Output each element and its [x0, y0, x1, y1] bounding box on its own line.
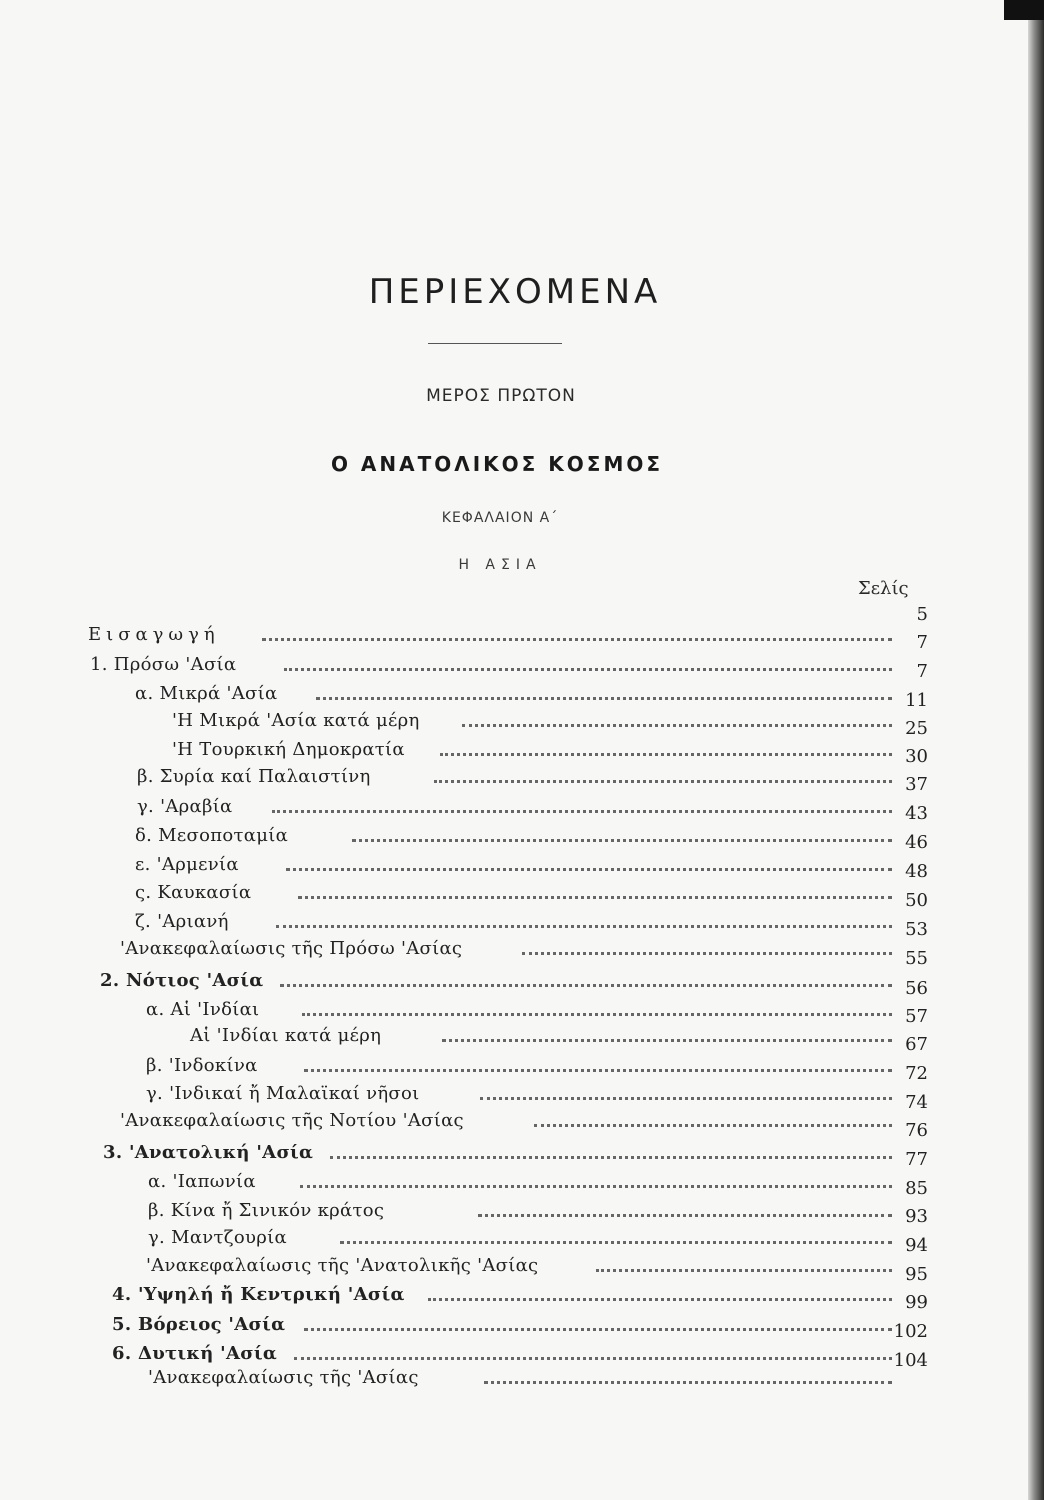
leader-dots — [276, 921, 892, 928]
page-number: 25 — [905, 718, 928, 739]
toc-entry-text: α. 'Ιαπωνία — [148, 1171, 256, 1192]
leader-dots — [272, 806, 892, 813]
toc-entry — [0, 1255, 1030, 1283]
toc-entry-text: γ. Μαντζουρία — [148, 1227, 287, 1248]
leader-dots — [284, 664, 892, 671]
toc-entry — [0, 739, 1030, 767]
chapter-heading: ΚΕΦΑΛΑΙΟΝ Α΄ — [441, 510, 559, 526]
toc-entry — [0, 1055, 1030, 1083]
leader-dots — [534, 1120, 892, 1127]
toc-entry-text: ζ. 'Αριανή — [135, 911, 229, 932]
page-number: 74 — [905, 1092, 928, 1113]
toc-entry — [0, 882, 1030, 910]
toc-entry-text: 4. 'Υψηλή ἤ Κεντρική 'Ασία — [112, 1284, 405, 1305]
toc-entry — [0, 796, 1030, 824]
toc-entry — [0, 624, 1030, 652]
toc-entry-text: 'Ανακεφαλαίωσις τῆς 'Ασίας — [148, 1367, 419, 1388]
toc-entry-text: ς. Καυκασία — [135, 882, 252, 903]
toc-entry-text: Εισαγωγή — [88, 624, 220, 645]
page-title: ΠΕΡΙΕΧΟΜΕΝΑ — [368, 272, 662, 312]
toc-entry-text: β. Συρία καί Παλαιστίνη — [137, 766, 371, 787]
page-number: 5 — [916, 604, 928, 625]
toc-entry-text: 3. 'Ανατολική 'Ασία — [103, 1142, 314, 1163]
toc-entry — [0, 1200, 1030, 1228]
subsection-heading: Η ΑΣΙΑ — [458, 557, 542, 573]
page-number: 30 — [905, 746, 928, 767]
page-number: 104 — [893, 1350, 928, 1371]
leader-dots — [596, 1265, 892, 1272]
page-number: 48 — [905, 861, 928, 882]
page-number: 95 — [905, 1264, 928, 1285]
page-number: 94 — [905, 1235, 928, 1256]
toc-entry-text: 5. Βόρειος 'Ασία — [112, 1314, 286, 1335]
page-number: 77 — [905, 1149, 928, 1170]
page-number: 57 — [905, 1006, 928, 1027]
page-number: 72 — [905, 1063, 928, 1084]
section-heading: Ο ΑΝΑΤΟΛΙΚΟΣ ΚΟΣΜΟΣ — [330, 452, 664, 476]
leader-dots — [262, 634, 892, 641]
toc-entry — [0, 938, 1030, 966]
page-number: 53 — [905, 919, 928, 940]
toc-entry-text: 'Ανακεφαλαίωσις τῆς Πρόσω 'Ασίας — [120, 938, 463, 959]
toc-entry-text: 6. Δυτική 'Ασία — [112, 1343, 277, 1364]
page-number: 76 — [905, 1120, 928, 1141]
toc-entry — [0, 825, 1030, 853]
page-number: 43 — [905, 803, 928, 824]
corner-shadow — [1004, 0, 1044, 20]
toc-entry — [0, 911, 1030, 939]
toc-entry — [0, 1142, 1030, 1170]
toc-entry-text: 'Ανακεφαλαίωσις τῆς Νοτίου 'Ασίας — [120, 1110, 464, 1131]
toc-entry — [0, 1110, 1030, 1138]
toc-entry-text: α. Μικρά 'Ασία — [135, 683, 278, 704]
toc-entry — [0, 1284, 1030, 1312]
leader-dots — [330, 1152, 892, 1159]
toc-entry-text: γ. 'Αραβία — [137, 796, 233, 817]
toc-entry — [0, 654, 1030, 682]
toc-entry — [0, 1367, 1030, 1395]
leader-dots — [434, 776, 892, 783]
page-number: 7 — [916, 661, 928, 682]
leader-dots — [442, 1035, 892, 1042]
leader-dots — [352, 835, 892, 842]
toc-entry — [0, 1171, 1030, 1199]
toc-entry — [0, 970, 1030, 998]
toc-entry — [0, 1025, 1030, 1053]
part-heading: ΜΕΡΟΣ ΠΡΩΤΟΝ — [426, 386, 576, 406]
leader-dots — [286, 864, 892, 871]
leader-dots — [428, 1294, 892, 1301]
leader-dots — [294, 1353, 892, 1360]
leader-dots — [300, 1181, 892, 1188]
page-number: 11 — [905, 690, 928, 711]
toc-entry-text: 'Η Μικρά 'Ασία κατά μέρη — [172, 710, 420, 731]
page-number: 50 — [905, 890, 928, 911]
page-number: 37 — [905, 774, 928, 795]
toc-entry-text: γ. 'Ινδικαί ἤ Μαλαϊκαί νῆσοι — [146, 1083, 420, 1104]
leader-dots — [484, 1377, 892, 1384]
page-edge-shadow — [1028, 0, 1044, 1500]
toc-entry-text: 2. Νότιος 'Ασία — [100, 970, 264, 991]
toc-entry-text: 'Η Τουρκική Δημοκρατία — [172, 739, 405, 760]
page-number: 102 — [893, 1321, 928, 1342]
page-number: 56 — [905, 978, 928, 999]
leader-dots — [462, 720, 892, 727]
leader-dots — [522, 948, 892, 955]
page-number: 67 — [905, 1034, 928, 1055]
toc-entry-text: α. Αἱ 'Ινδίαι — [146, 999, 260, 1020]
toc-entry — [0, 766, 1030, 794]
toc-entry — [0, 854, 1030, 882]
leader-dots — [480, 1093, 892, 1100]
toc-entry-text: 1. Πρόσω 'Ασία — [90, 654, 237, 675]
leader-dots — [304, 1065, 892, 1072]
toc-entry-text: Αἱ 'Ινδίαι κατά μέρη — [190, 1025, 382, 1046]
leader-dots — [440, 749, 892, 756]
toc-entry — [0, 1227, 1030, 1255]
toc-entry — [0, 683, 1030, 711]
page-number: 93 — [905, 1206, 928, 1227]
toc-entry — [0, 710, 1030, 738]
page-number: 85 — [905, 1178, 928, 1199]
leader-dots — [340, 1237, 892, 1244]
leader-dots — [316, 693, 892, 700]
toc-entry-text: β. 'Ινδοκίνα — [146, 1055, 258, 1076]
leader-dots — [304, 1324, 892, 1331]
toc-entry-text: 'Ανακεφαλαίωσις τῆς 'Ανατολικῆς 'Ασίας — [146, 1255, 539, 1276]
page-number: 7 — [916, 632, 928, 653]
page-column-header: Σελίς — [858, 578, 909, 599]
toc-entry-text: β. Κίνα ἤ Σινικόν κράτος — [148, 1200, 385, 1221]
toc-entry — [0, 1083, 1030, 1111]
toc-entry-text: δ. Μεσοποταμία — [135, 825, 289, 846]
page-number: 99 — [905, 1292, 928, 1313]
toc-entry — [0, 999, 1030, 1027]
leader-dots — [302, 1009, 892, 1016]
toc-entry — [0, 1314, 1030, 1342]
page-number: 46 — [905, 832, 928, 853]
leader-dots — [280, 980, 892, 987]
leader-dots — [298, 892, 892, 899]
leader-dots — [478, 1210, 892, 1217]
toc-entry-text: ε. 'Αρμενία — [135, 854, 239, 875]
page-number: 55 — [905, 948, 928, 969]
